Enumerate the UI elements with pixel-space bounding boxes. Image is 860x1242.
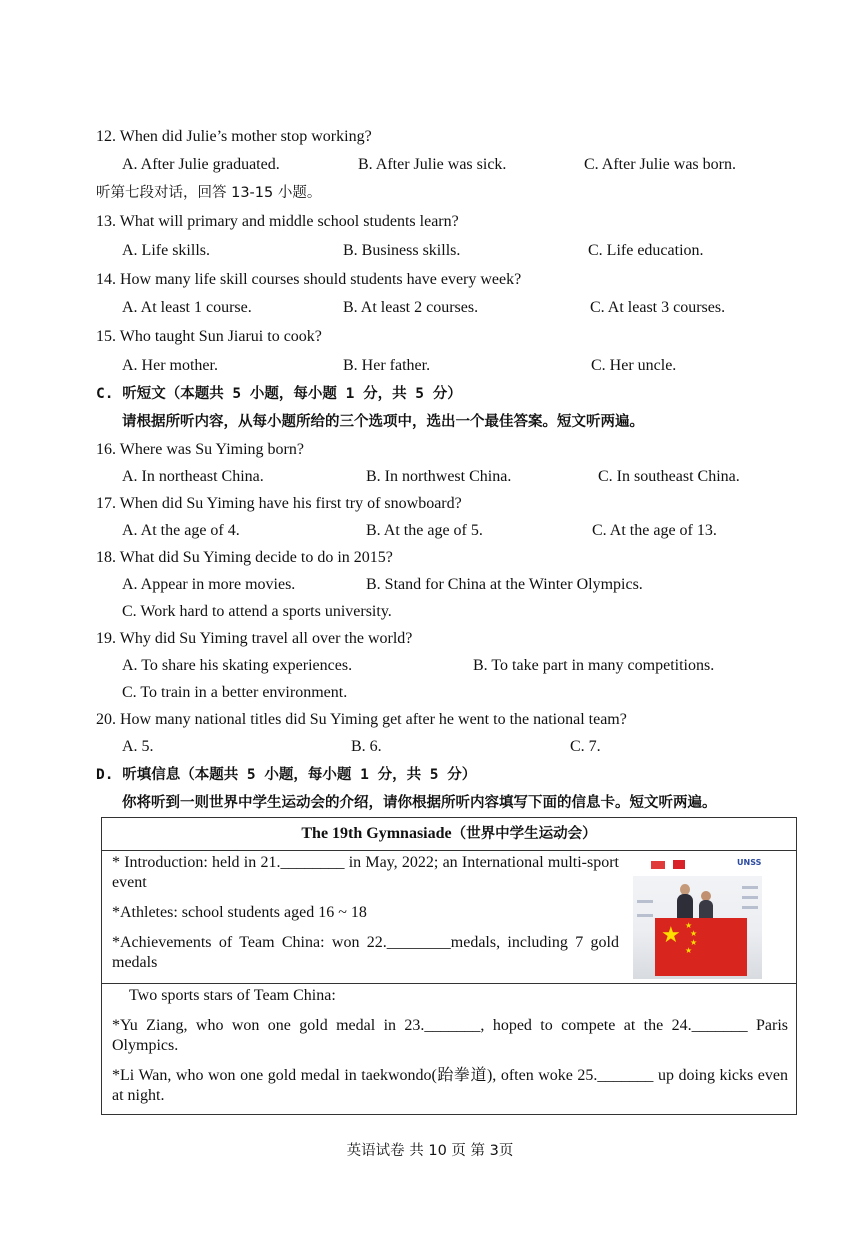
- option-18b: B. Stand for China at the Winter Olympics.: [366, 576, 643, 593]
- option-14a: A. At least 1 course.: [122, 299, 252, 316]
- option-20a: A. 5.: [122, 738, 154, 755]
- sponsor-logo: [742, 906, 758, 909]
- flag-star-icon: ★: [685, 921, 693, 930]
- sponsor-logo: [742, 896, 758, 899]
- option-16b: B. In northwest China.: [366, 468, 512, 485]
- section-c-title: C. 听短文（本题共 5 小题，每小题 1 分，共 5 分）: [96, 386, 462, 402]
- flag-star-icon: ★: [690, 929, 698, 938]
- question-14: 14. How many life skill courses should students have every week?: [96, 271, 522, 288]
- info-card: [101, 817, 797, 1115]
- option-19a: A. To share his skating experiences.: [122, 657, 353, 674]
- question-17: 17. When did Su Yiming have his first try of snowboard?: [96, 495, 462, 512]
- isf-logo-red: [673, 860, 685, 869]
- option-12c: C. After Julie was born.: [584, 156, 736, 173]
- question-16: 16. Where was Su Yiming born?: [96, 441, 304, 458]
- dialogue-7-instruction: 听第七段对话，回答 13-15 小题。: [96, 185, 322, 201]
- china-flag: [655, 918, 747, 976]
- card-intro: * Introduction: held in 21.________ in May, 2022; an International multi-sport event: [112, 854, 619, 891]
- card-stars-heading: Two sports stars of Team China:: [129, 987, 336, 1004]
- sponsor-logo: [637, 914, 653, 917]
- option-15b: B. Her father.: [343, 357, 431, 374]
- flag-star-icon: ★: [685, 946, 693, 955]
- isf-logo: [651, 861, 665, 869]
- option-20b: B. 6.: [351, 738, 382, 755]
- question-18: 18. What did Su Yiming decide to do in 2015?: [96, 549, 393, 566]
- sponsor-logo: [637, 900, 653, 903]
- card-star-2: *Li Wan, who won one gold medal in taekwondo(跆拳道), often woke 25._______ up doing kicks even at night.: [112, 1067, 788, 1104]
- option-12a: A. After Julie graduated.: [122, 156, 280, 173]
- card-title-zh: （世界中学生运动会）: [451, 826, 597, 842]
- flag-star-icon: ★: [661, 922, 681, 947]
- page-footer: 英语试卷 共 10 页 第 3页: [346, 1143, 514, 1159]
- option-18c: C. Work hard to attend a sports university.: [122, 603, 392, 620]
- photo-banner: [633, 856, 762, 876]
- option-19c: C. To train in a better environment.: [122, 684, 348, 701]
- card-star-1: *Yu Ziang, who won one gold medal in 23._______, hoped to compete at the 24._______ Paris Olympics.: [112, 1017, 788, 1054]
- question-19: 19. Why did Su Yiming travel all over the world?: [96, 630, 413, 647]
- option-16c: C. In southeast China.: [598, 468, 740, 485]
- card-achievements: *Achievements of Team China: won 22.________medals, including 7 gold medals: [112, 934, 619, 971]
- option-13b: B. Business skills.: [343, 242, 461, 259]
- question-13: 13. What will primary and middle school students learn?: [96, 213, 459, 230]
- option-14b: B. At least 2 courses.: [343, 299, 479, 316]
- card-title: [102, 818, 797, 851]
- card-stars-cell: [102, 984, 797, 1115]
- option-19b: B. To take part in many competitions.: [473, 657, 715, 674]
- option-13c: C. Life education.: [588, 242, 704, 259]
- option-17b: B. At the age of 5.: [366, 522, 483, 539]
- card-info-cell: [102, 851, 797, 984]
- option-17c: C. At the age of 13.: [592, 522, 717, 539]
- option-13a: A. Life skills.: [122, 242, 210, 259]
- option-16a: A. In northeast China.: [122, 468, 264, 485]
- card-title-en: The 19th Gymnasiade: [301, 825, 452, 842]
- section-c-instruction: 请根据所听内容，从每小题所给的三个选项中，选出一个最佳答案。短文听两遍。: [122, 414, 644, 430]
- option-15c: C. Her uncle.: [591, 357, 677, 374]
- option-17a: A. At the age of 4.: [122, 522, 240, 539]
- question-12: 12. When did Julie’s mother stop working?: [96, 128, 372, 145]
- card-athletes: *Athletes: school students aged 16 ~ 18: [112, 904, 367, 921]
- section-d-title: D. 听填信息（本题共 5 小题，每小题 1 分，共 5 分）: [96, 767, 477, 783]
- option-14c: C. At least 3 courses.: [590, 299, 726, 316]
- option-20c: C. 7.: [570, 738, 601, 755]
- option-18a: A. Appear in more movies.: [122, 576, 296, 593]
- unss-logo: UNSS: [737, 858, 762, 867]
- gymnasiade-photo: [633, 856, 762, 979]
- flag-star-icon: ★: [690, 938, 698, 947]
- question-15: 15. Who taught Sun Jiarui to cook?: [96, 328, 322, 345]
- option-15a: A. Her mother.: [122, 357, 218, 374]
- sponsor-logo: [742, 886, 758, 889]
- section-d-instruction: 你将听到一则世界中学生运动会的介绍，请你根据所听内容填写下面的信息卡。短文听两遍。: [122, 795, 717, 811]
- question-20: 20. How many national titles did Su Yiming get after he went to the national team?: [96, 711, 627, 728]
- option-12b: B. After Julie was sick.: [358, 156, 507, 173]
